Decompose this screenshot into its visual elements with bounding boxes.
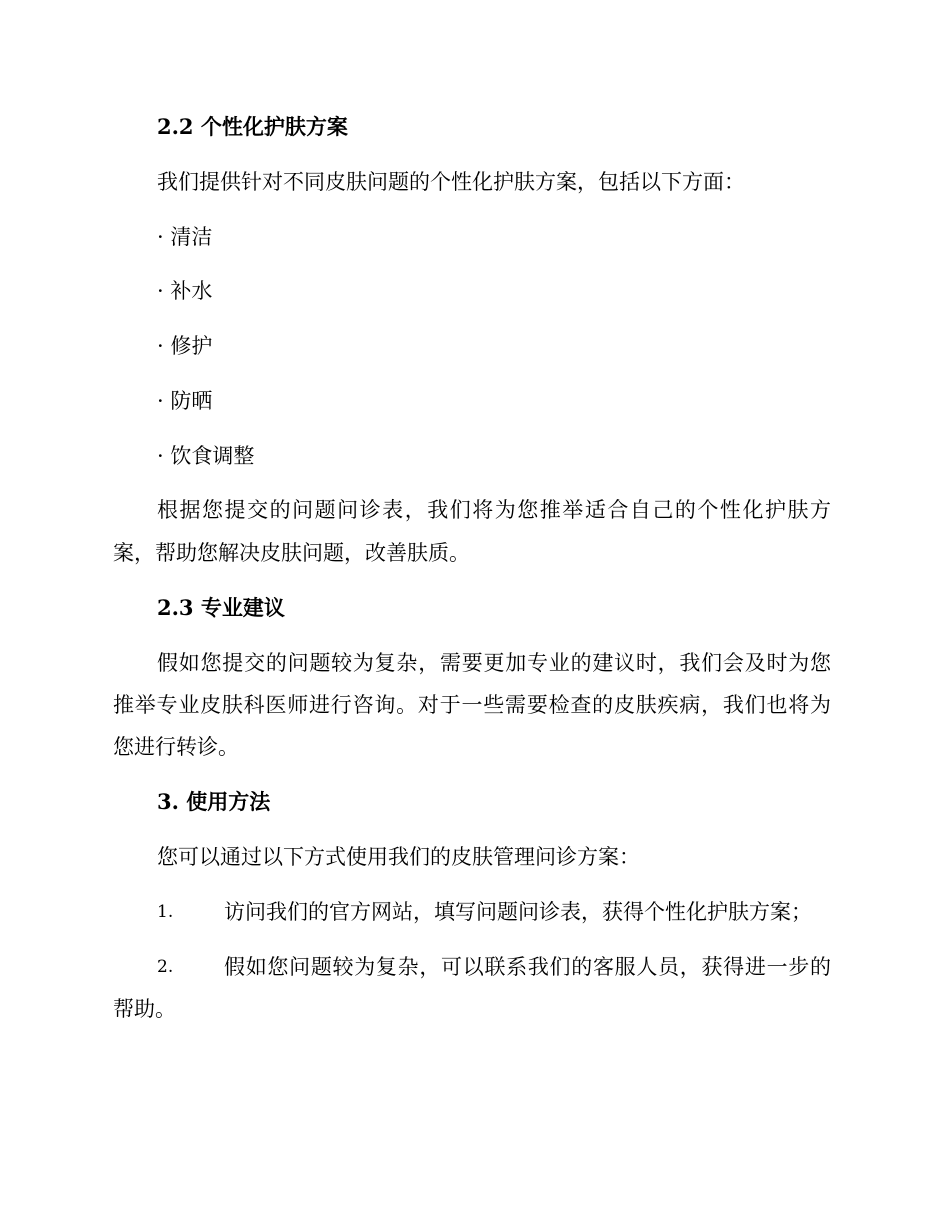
section-heading-2-3: 2.3 专业建议 [157,595,285,620]
list-number: 2. [157,957,174,977]
section-heading-3: 3. 使用方法 [157,789,271,814]
bullet-item-cleansing: · 清洁 [157,225,213,249]
list-item-text: 访问我们的官方网站，填写问题问诊表，获得个性化护肤方案； [224,900,812,924]
bullet-item-hydration: · 补水 [157,279,213,303]
section-2-3-paragraph-line-1: 假如您提交的问题较为复杂，需要更加专业的建议时，我们会及时为您 [157,651,831,675]
list-item-text-continuation: 帮助。 [113,997,176,1021]
section-2-3-paragraph-line-3: 您进行转诊。 [113,735,239,759]
bullet-item-diet-adjustment: · 饮食调整 [157,444,255,468]
list-item-text: 假如您问题较为复杂，可以联系我们的客服人员，获得进一步的 [224,955,831,979]
section-2-2-paragraph-line-2: 案，帮助您解决皮肤问题，改善肤质。 [113,541,470,565]
section-2-3-paragraph-line-2: 推举专业皮肤科医师进行咨询。对于一些需要检查的皮肤疾病，我们也将为 [113,693,831,717]
bullet-item-repair: · 修护 [157,334,213,358]
section-3-intro: 您可以通过以下方式使用我们的皮肤管理问诊方案： [157,845,640,869]
bullet-item-sun-protection: · 防晒 [157,389,213,413]
section-2-2-paragraph-line-1: 根据您提交的问题问诊表，我们将为您推举适合自己的个性化护肤方 [157,498,831,522]
section-2-2-intro: 我们提供针对不同皮肤问题的个性化护肤方案，包括以下方面： [157,170,745,194]
list-number: 1. [157,902,174,922]
section-heading-2-2: 2.2 个性化护肤方案 [157,114,348,139]
